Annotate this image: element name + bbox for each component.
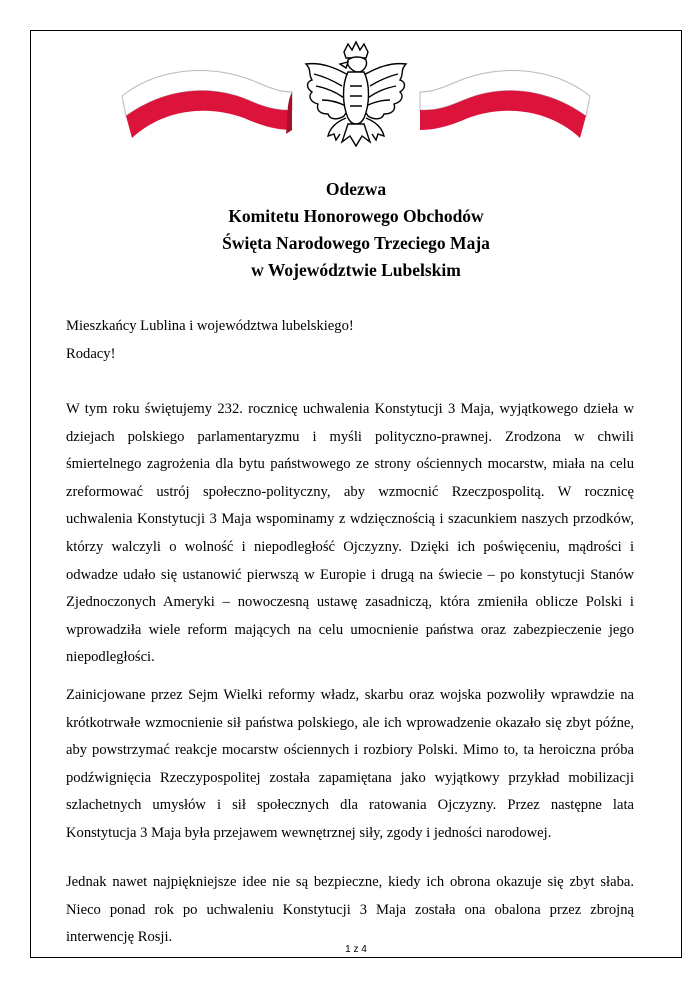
title-line-2: Komitetu Honorowego Obchodów	[228, 206, 484, 226]
flag-left-icon	[122, 70, 292, 138]
greeting-line-1: Mieszkańcy Lublina i województwa lubelskiego!	[66, 318, 354, 334]
title-line-4: w Województwie Lubelskim	[251, 260, 461, 280]
greeting	[66, 313, 634, 368]
flag-right-icon	[420, 70, 590, 138]
header-decoration	[30, 38, 682, 168]
page-number: 1 z 4	[345, 944, 367, 955]
paragraph-2: Zainicjowane przez Sejm Wielki reformy władz, skarbu oraz wojska pozwoliły wprawdzie na krótkotrwałe wzmocnienie sił państwa polskiego, ale ich wprowadzenie okazało się zbyt późne, aby powstrzymać reakcje mocarstw ościennych i rozbiory Polski. Mimo to, ta heroiczna próba podźwignięcia Rzeczypospolitej została zapamiętana jako wyjątkowy przykład mobilizacji szlachetnych umysłów i sił społecznych dla ratowania Ojczyzny. Przez następne lata Konstytucja 3 Maja była przejawem wewnętrznej siły, zgody i jedności narodowej.	[66, 687, 634, 841]
document-title	[30, 176, 682, 284]
greeting-line-2: Rodacy!	[66, 345, 116, 362]
paragraph-1: W tym roku świętujemy 232. rocznicę uchwalenia Konstytucji 3 Maja, wyjątkowego dzieła w dziejach polskiego parlamentaryzmu i myśli polityczno-prawnej. Zrodzona w chwili śmiertelnego zagrożenia dla bytu państwowego ze strony ościennych mocarstw, miała na celu zreformować ustrój społeczno-polityczny, aby wzmocnić Rzeczpospolitą. W rocznicę uchwalenia Konstytucji 3 Maja wspominamy z wdzięcznością i szacunkiem naszych przodków, którzy walczyli o wolność i niepodległość Ojczyzny. Dzięki ich poświęceniu, mądrości i odwadze udało się ustanowić pierwszą w Europie i drugą na świecie – po konstytucji Stanów Zjednoczonych Ameryki – nowoczesną ustawę zasadniczą, która zmieniła oblicze Polski i wprowadziła wiele reform mających na celu umocnienie państwa oraz zabezpieczenie jego niepodległości.	[66, 401, 634, 666]
title-line-3: Święta Narodowego Trzeciego Maja	[222, 233, 490, 253]
title-line-1: Odezwa	[325, 179, 387, 199]
polish-eagle-icon	[306, 42, 406, 146]
paragraph-3: Jednak nawet najpiękniejsze idee nie są bezpieczne, kiedy ich obrona okazuje się zbyt słaba. Nieco ponad rok po uchwaleniu Konstytucji 3 Maja została ona obalona przez zbrojną interwencję Rosji.	[66, 874, 634, 946]
